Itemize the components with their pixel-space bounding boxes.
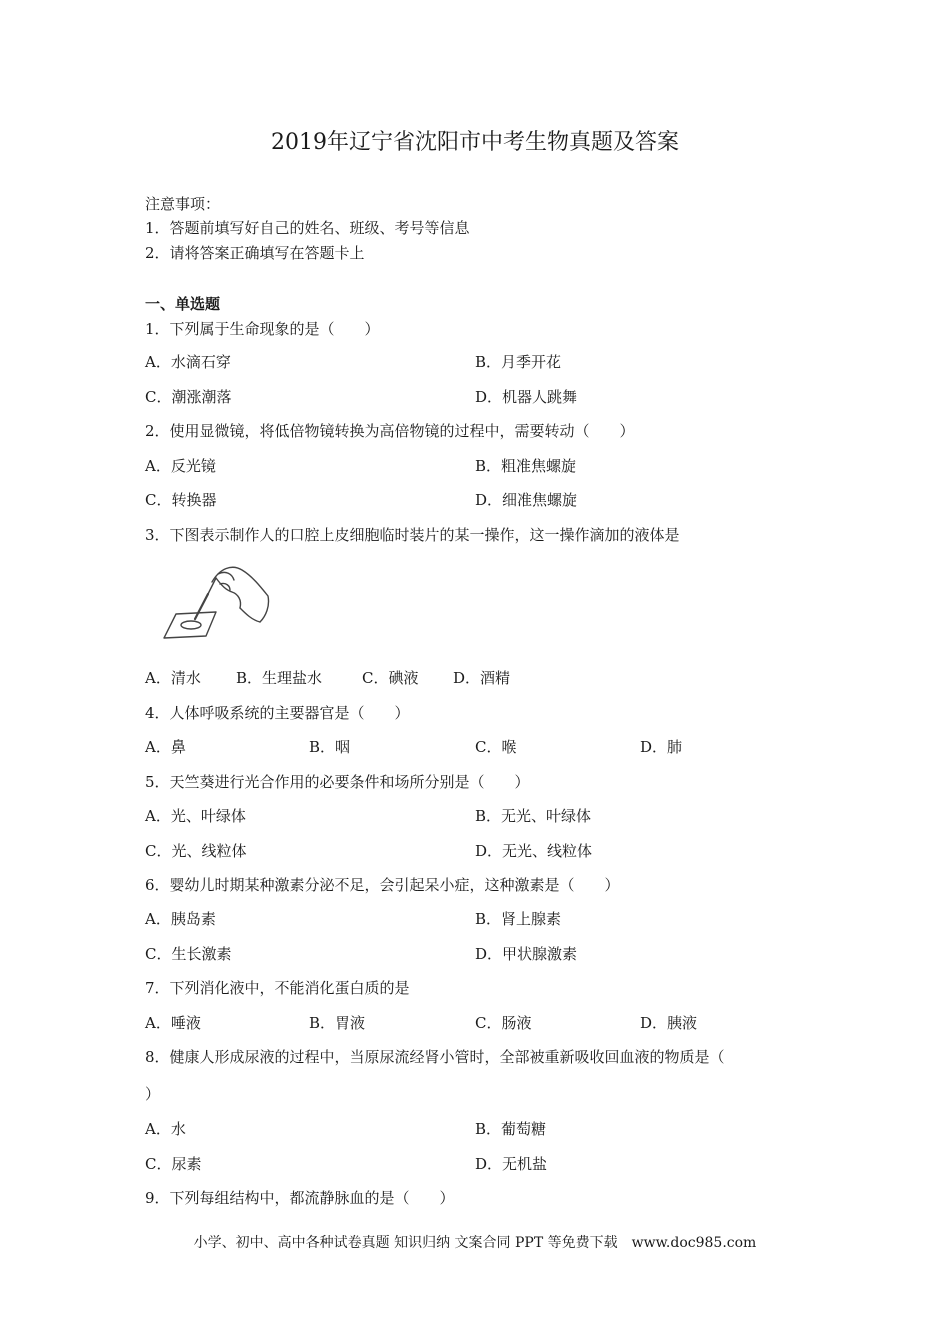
- question-stem: 4．人体呼吸系统的主要器官是（ ）: [145, 704, 410, 722]
- question-stem: 2．使用显微镜，将低倍物镜转换为高倍物镜的过程中，需要转动（ ）: [145, 422, 635, 440]
- question-stem: 6．婴幼儿时期某种激素分泌不足，会引起呆小症，这种激素是（ ）: [145, 876, 620, 894]
- question-stem: 9．下列每组结构中，都流静脉血的是（ ）: [145, 1189, 455, 1207]
- option: C．碘液: [362, 669, 419, 687]
- option: A．反光镜: [145, 457, 216, 475]
- dropper-slide-illustration: [160, 556, 272, 644]
- notice-heading: 注意事项：: [145, 195, 221, 213]
- question-stem: 8．健康人形成尿液的过程中，当原尿流经肾小管时，全部被重新吸收回血液的物质是（: [145, 1048, 725, 1066]
- option: C．肠液: [475, 1014, 532, 1032]
- option: A．水滴石穿: [145, 353, 231, 371]
- option: D．细准焦螺旋: [475, 491, 578, 509]
- notice-item: 1．答题前填写好自己的姓名、班级、考号等信息: [145, 219, 470, 237]
- option: A．唾液: [145, 1014, 201, 1032]
- page-title: 2019年辽宁省沈阳市中考生物真题及答案: [271, 130, 679, 155]
- option: A．水: [145, 1120, 186, 1138]
- option: A．胰岛素: [145, 910, 216, 928]
- option: D．无机盐: [475, 1155, 548, 1173]
- option: B．无光、叶绿体: [475, 807, 592, 825]
- option: B．肾上腺素: [475, 910, 562, 928]
- option: D．胰液: [640, 1014, 698, 1032]
- question-stem: 5．天竺葵进行光合作用的必要条件和场所分别是（ ）: [145, 773, 530, 791]
- option: C．转换器: [145, 491, 217, 509]
- option: C．光、线粒体: [145, 842, 247, 860]
- option: A．清水: [145, 669, 201, 687]
- option: D．肺: [640, 738, 683, 756]
- option: A．光、叶绿体: [145, 807, 246, 825]
- option: D．机器人跳舞: [475, 388, 578, 406]
- page-footer: 小学、初中、高中各种试卷真题 知识归纳 文案合同 PPT 等免费下载 www.doc985.com: [193, 1235, 757, 1251]
- option: B．咽: [309, 738, 351, 756]
- option: C．潮涨潮落: [145, 388, 232, 406]
- question-stem: 1．下列属于生命现象的是（ ）: [145, 320, 380, 338]
- option: D．无光、线粒体: [475, 842, 593, 860]
- question-stem: 3．下图表示制作人的口腔上皮细胞临时装片的某一操作，这一操作滴加的液体是: [145, 526, 680, 544]
- option: C．喉: [475, 738, 517, 756]
- option: D．甲状腺激素: [475, 945, 578, 963]
- option: B．胃液: [309, 1014, 366, 1032]
- option: C．尿素: [145, 1155, 202, 1173]
- notice-item: 2．请将答案正确填写在答题卡上: [145, 244, 365, 262]
- question-stem: 7．下列消化液中，不能消化蛋白质的是: [145, 979, 410, 997]
- option: A．鼻: [145, 738, 186, 756]
- option: C．生长激素: [145, 945, 232, 963]
- option: D．酒精: [453, 669, 511, 687]
- section-heading: 一、单选题: [145, 295, 221, 313]
- option: B．月季开花: [475, 353, 562, 371]
- question-stem-continued: ）: [145, 1085, 161, 1103]
- option: B．葡萄糖: [475, 1120, 547, 1138]
- option: B．粗准焦螺旋: [475, 457, 577, 475]
- option: B．生理盐水: [236, 669, 323, 687]
